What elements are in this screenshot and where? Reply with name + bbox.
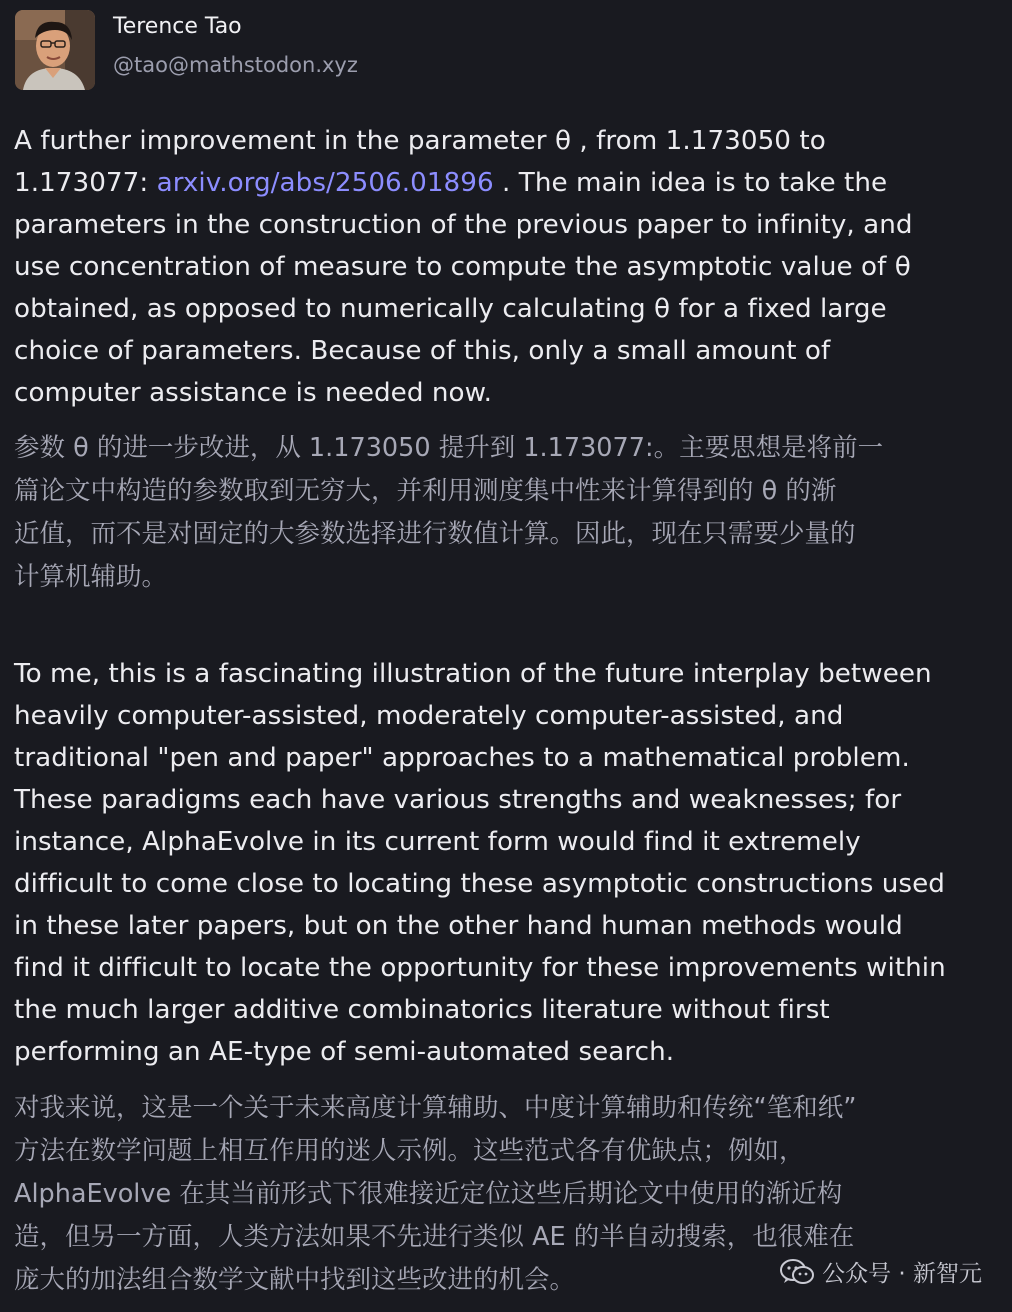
text-line: computer assistance is needed now. xyxy=(14,378,493,408)
text-line: AlphaEvolve 在其当前形式下很难接近定位这些后期论文中使用的渐近构 xyxy=(14,1179,843,1209)
text-line: 近值，而不是对固定的大参数选择进行数值计算。因此，现在只需要少量的 xyxy=(14,519,856,549)
text-line: performing an AE-type of semi-automated search. xyxy=(14,1037,675,1067)
text-line: 庞大的加法组合数学文献中找到这些改进的机会。 xyxy=(14,1265,576,1295)
arxiv-link[interactable]: arxiv.org/abs/2506.01896 xyxy=(156,168,494,198)
text-line: difficult to come close to locating these asymptotic constructions used xyxy=(14,869,945,899)
text-fragment: 1.173077: xyxy=(14,168,157,198)
text-line: heavily computer-assisted, moderately computer-assisted, and xyxy=(14,701,844,731)
watermark-text: 公众号 · 新智元 xyxy=(822,1261,982,1287)
text-line: use concentration of measure to compute the asymptotic value of θ xyxy=(14,252,911,282)
text-line: find it difficult to locate the opportunity for these improvements within xyxy=(14,953,946,983)
text-line: 参数 θ 的进一步改进，从 1.173050 提升到 1.173077:。主要思想是将前一 xyxy=(14,433,884,463)
translation-paragraph-1 xyxy=(14,427,883,599)
post-paragraph-1 xyxy=(14,120,913,414)
author-names xyxy=(113,10,358,90)
avatar[interactable] xyxy=(15,10,95,90)
text-line: To me, this is a fascinating illustration of the future interplay between xyxy=(14,659,932,689)
text-line: 造，但另一方面，人类方法如果不先进行类似 AE 的半自动搜索，也很难在 xyxy=(14,1222,855,1252)
text-line: 对我来说，这是一个关于未来高度计算辅助、中度计算辅助和传统“笔和纸” xyxy=(14,1093,857,1123)
text-line: in these later papers, but on the other hand human methods would xyxy=(14,911,903,941)
text-line: 计算机辅助。 xyxy=(14,562,168,592)
wechat-icon xyxy=(780,1258,814,1286)
text-line: instance, AlphaEvolve in its current form would find it extremely xyxy=(14,827,861,857)
author-display-name[interactable]: Terence Tao xyxy=(113,14,242,39)
text-line: 方法在数学问题上相互作用的迷人示例。这些范式各有优缺点；例如， xyxy=(14,1136,805,1166)
text-line: choice of parameters. Because of this, only a small amount of xyxy=(14,336,831,366)
text-line: obtained, as opposed to numerically calculating θ for a fixed large xyxy=(14,294,887,324)
text-line: These paradigms each have various strengths and weaknesses; for xyxy=(14,785,902,815)
text-line: A further improvement in the parameter θ , from 1.173050 to xyxy=(14,126,826,156)
text-line: parameters in the construction of the previous paper to infinity, and xyxy=(14,210,913,240)
text-fragment: . The main idea is to take the xyxy=(493,168,888,198)
watermark xyxy=(780,1255,982,1288)
text-line: traditional "pen and paper" approaches to a mathematical problem. xyxy=(14,743,910,773)
text-line: the much larger additive combinatorics literature without first xyxy=(14,995,830,1025)
user-photo-avatar-icon xyxy=(15,10,95,90)
post-paragraph-2 xyxy=(14,653,946,1073)
translation-paragraph-2 xyxy=(14,1087,856,1302)
post-header xyxy=(15,10,358,90)
author-handle[interactable]: @tao@mathstodon.xyz xyxy=(113,53,358,77)
text-line xyxy=(14,162,913,204)
text-line: 篇论文中构造的参数取到无穷大，并利用测度集中性来计算得到的 θ 的渐 xyxy=(14,476,837,506)
